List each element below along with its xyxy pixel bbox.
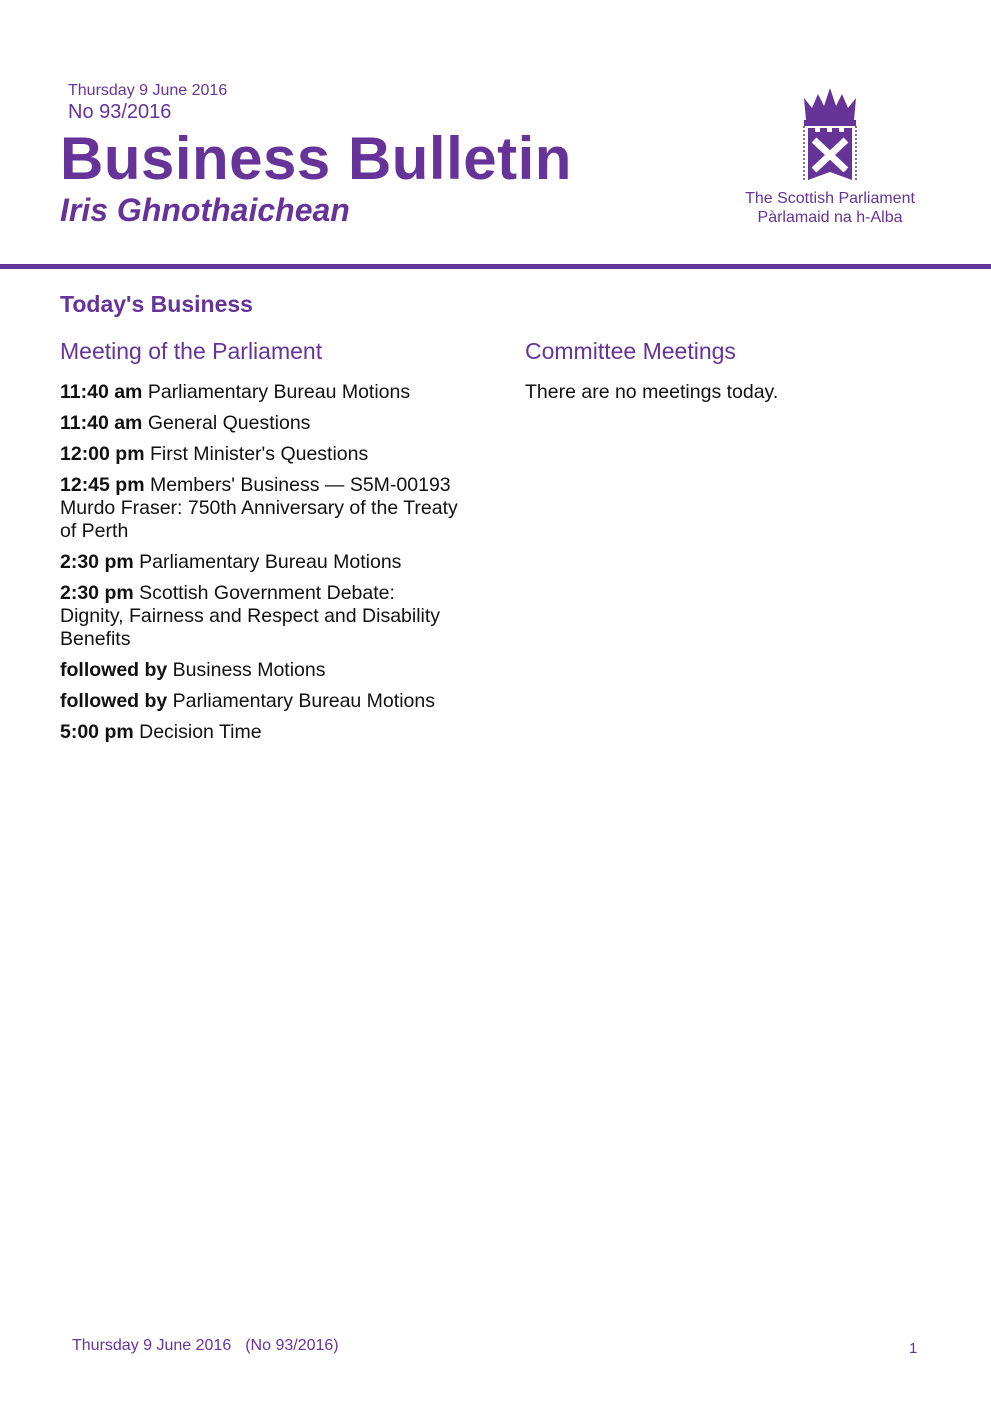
item-text: Parliamentary Bureau Motions <box>172 690 435 712</box>
item-time: 12:00 pm <box>60 443 145 465</box>
section-title: Today's Business <box>60 291 253 317</box>
schedule-item <box>60 721 480 744</box>
item-time: 11:40 am <box>60 412 143 434</box>
issue-number: No 93/2016 <box>68 101 172 123</box>
schedule-item <box>60 474 465 543</box>
item-text: First Minister's Questions <box>149 443 369 465</box>
logo-text-gaelic: Pàrlamaid na h-Alba <box>757 209 903 226</box>
header-divider <box>0 264 991 269</box>
committee-text: There are no meetings today. <box>525 381 779 403</box>
meeting-schedule <box>60 381 480 752</box>
schedule-item <box>60 381 480 404</box>
item-time: 5:00 pm <box>60 721 134 743</box>
item-text: General Questions <box>147 412 311 434</box>
page-number: 1 <box>909 1340 918 1357</box>
meeting-heading: Meeting of the Parliament <box>60 338 323 364</box>
schedule-item <box>60 690 480 713</box>
item-time: followed by <box>60 690 168 712</box>
issue-date: Thursday 9 June 2016 <box>68 82 228 99</box>
schedule-item <box>60 412 480 435</box>
committee-heading: Committee Meetings <box>525 338 736 364</box>
item-text: Members' Business — S5M-00193 Murdo Fraser: 750th Anniversary of the Treaty of Perth <box>60 474 458 542</box>
scottish-parliament-logo <box>740 86 920 227</box>
crown-banner-icon <box>798 86 862 184</box>
item-time: 12:45 pm <box>60 474 145 496</box>
item-time: 11:40 am <box>60 381 143 403</box>
item-text: Parliamentary Bureau Motions <box>147 381 411 403</box>
item-time: followed by <box>60 659 168 681</box>
footer-number: (No 93/2016) <box>245 1337 339 1354</box>
item-time: 2:30 pm <box>60 582 134 604</box>
page-subtitle: Iris Ghnothaichean <box>60 192 350 228</box>
footer-date: Thursday 9 June 2016 <box>72 1337 232 1354</box>
item-text: Scottish Government Debate: Dignity, Fairness and Respect and Disability Benefits <box>60 582 441 650</box>
footer <box>72 1337 353 1355</box>
schedule-item <box>60 551 480 574</box>
logo-text-english: The Scottish Parliament <box>745 190 915 207</box>
item-time: 2:30 pm <box>60 551 134 573</box>
item-text: Business Motions <box>172 659 326 681</box>
page-title: Business Bulletin <box>60 125 572 192</box>
schedule-item <box>60 659 480 682</box>
schedule-item <box>60 443 480 466</box>
item-text: Parliamentary Bureau Motions <box>139 551 402 573</box>
schedule-item <box>60 582 460 651</box>
item-text: Decision Time <box>139 721 262 743</box>
